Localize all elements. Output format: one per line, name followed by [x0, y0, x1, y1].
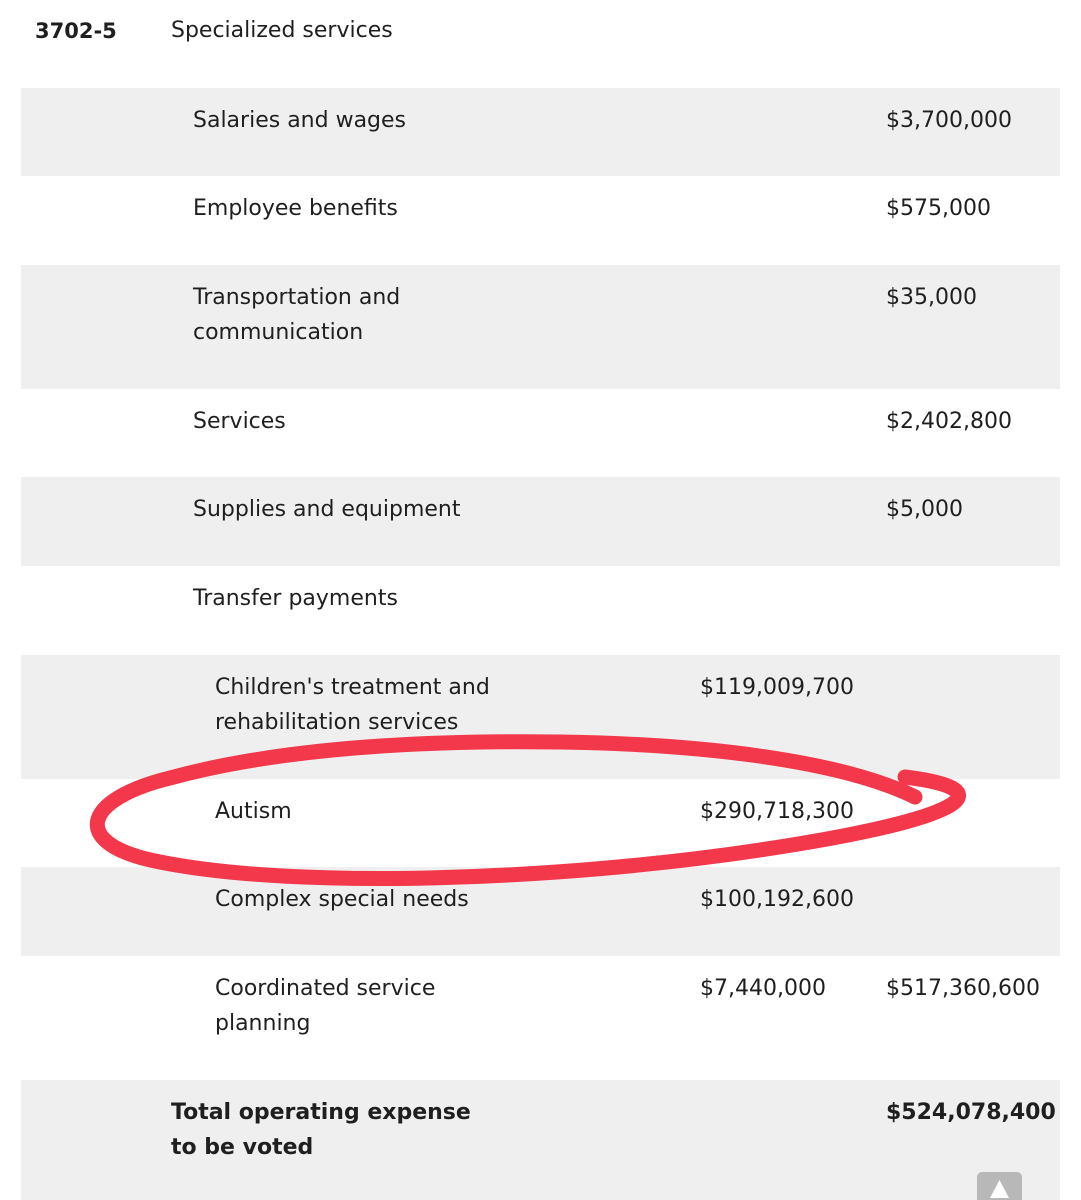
table-row [21, 265, 1060, 389]
row-label: Transfer payments [193, 586, 398, 611]
table-row [21, 779, 1060, 867]
total-value: $524,078,400 [886, 1100, 1056, 1125]
row-label: Salaries and wages [193, 108, 407, 133]
row-label: Supplies and equipment [193, 497, 461, 522]
row-label: Complex special needs [215, 887, 469, 912]
row-subtotal: $35,000 [886, 285, 977, 310]
total-label: Total operating expense to be voted [171, 1100, 471, 1160]
row-label: Services [193, 409, 286, 434]
table-row [21, 867, 1060, 956]
row-amount: $290,718,300 [700, 799, 854, 824]
row-label: Children's treatment and rehabilitation services [215, 675, 490, 735]
table-row [21, 88, 1060, 176]
row-amount: $119,009,700 [700, 675, 854, 700]
row-amount: $7,440,000 [700, 976, 826, 1001]
table-row [21, 176, 1060, 265]
table-row [21, 956, 1060, 1080]
table-row [21, 566, 1060, 655]
row-label: Transportation and communication [193, 285, 401, 345]
row-label: Employee benefits [193, 196, 398, 221]
total-row [21, 1080, 1060, 1200]
table-row [21, 389, 1060, 477]
vote-number: 3702-5 [35, 19, 117, 43]
row-label: Autism [215, 799, 292, 824]
row-subtotal: $517,360,600 [886, 976, 1040, 1001]
row-subtotal: $5,000 [886, 497, 963, 522]
table-row [21, 477, 1060, 566]
arrow-up-icon [988, 1178, 1011, 1200]
vote-title: Specialized services [171, 18, 393, 43]
vote-header [0, 0, 1081, 88]
table-row [21, 655, 1060, 779]
row-label: Coordinated service planning [215, 976, 436, 1036]
row-subtotal: $575,000 [886, 196, 991, 221]
row-subtotal: $3,700,000 [886, 108, 1012, 133]
scroll-to-top-button[interactable] [977, 1172, 1022, 1200]
row-amount: $100,192,600 [700, 887, 854, 912]
row-subtotal: $2,402,800 [886, 409, 1012, 434]
